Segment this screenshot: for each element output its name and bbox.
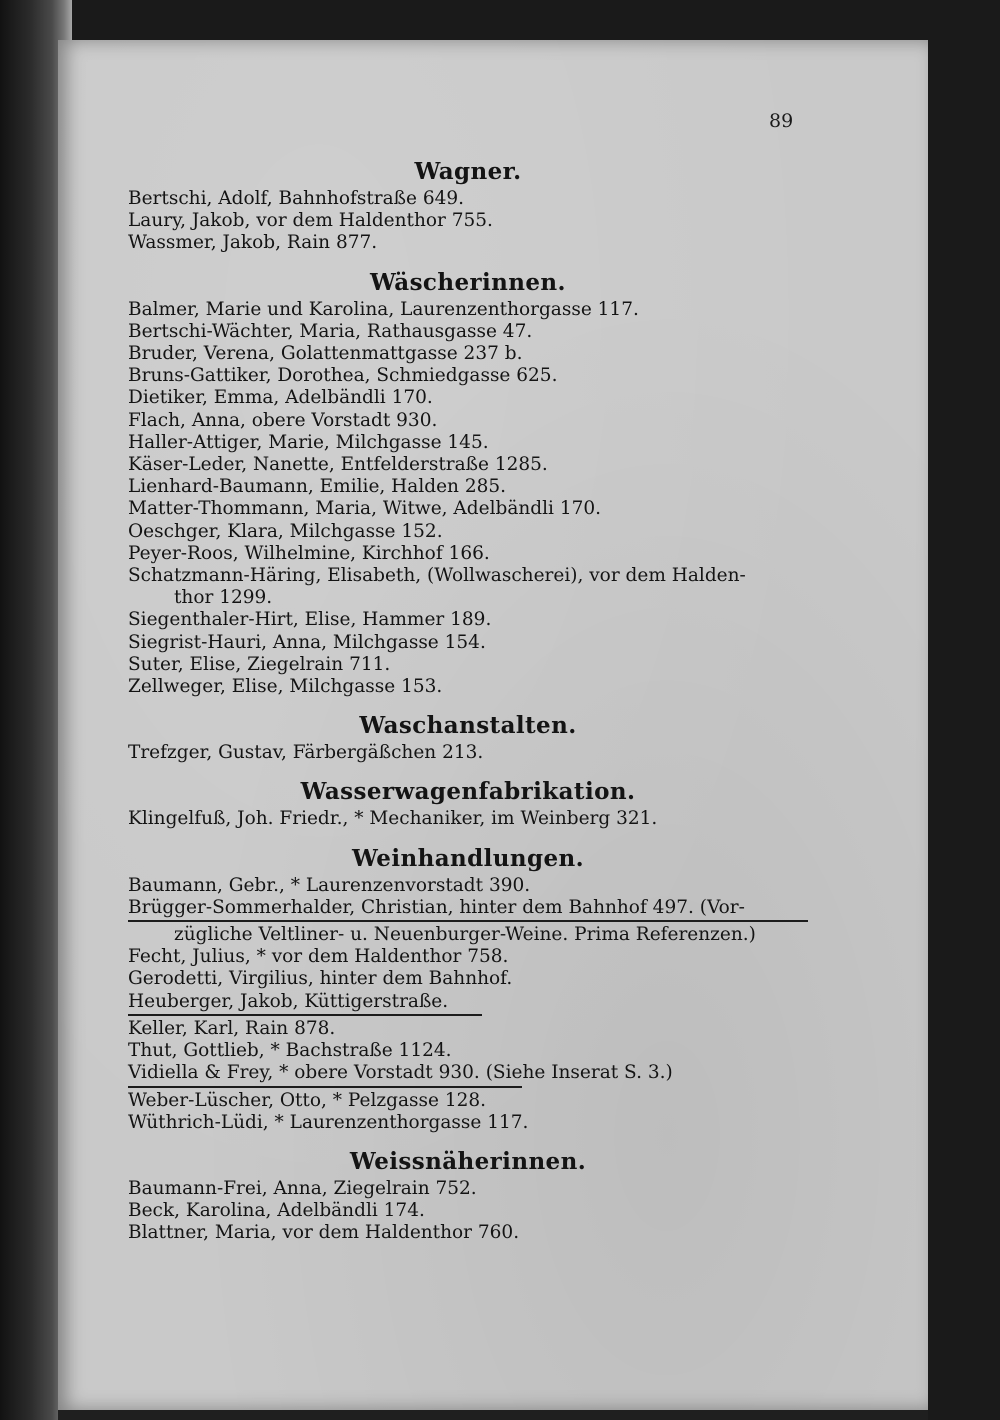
directory-entry: Heuberger, Jakob, Küttigerstraße. <box>128 990 449 1012</box>
underline-rule <box>128 920 808 922</box>
directory-entry: Baumann, Gebr., * Laurenzenvorstadt 390. <box>128 874 531 896</box>
directory-entry: Matter-Thommann, Maria, Witwe, Adelbändli 170. <box>128 498 602 520</box>
directory-entry: Bruder, Verena, Golattenmattgasse 237 b. <box>128 343 523 365</box>
directory-entry: Blattner, Maria, vor dem Haldenthor 760. <box>128 1222 520 1244</box>
directory-entry: Gerodetti, Virgilius, hinter dem Bahnhof. <box>128 968 513 990</box>
directory-entry: Siegrist-Hauri, Anna, Milchgasse 154. <box>128 631 486 653</box>
directory-entry: Zellweger, Elise, Milchgasse 153. <box>128 676 443 698</box>
directory-entry: Beck, Karolina, Adelbändli 174. <box>128 1200 425 1222</box>
directory-entry: Siegenthaler-Hirt, Elise, Hammer 189. <box>128 609 492 631</box>
underline-rule <box>128 1014 482 1016</box>
directory-entry: Bertschi-Wächter, Maria, Rathausgasse 47. <box>128 320 533 342</box>
directory-entry: Lienhard-Baumann, Emilie, Halden 285. <box>128 476 507 498</box>
section-title-weissnaeherinnen: Weissnäherinnen. <box>349 1147 587 1175</box>
directory-entry: Suter, Elise, Ziegelrain 711. <box>128 653 391 675</box>
directory-entry: Bertschi, Adolf, Bahnhofstraße 649. <box>128 188 465 209</box>
directory-entry: Vidiella & Frey, * obere Vorstadt 930. (Siehe Inserat S. 3.) <box>128 1062 673 1084</box>
directory-entry: Klingelfuß, Joh. Friedr., * Mechaniker, im Weinberg 321. <box>128 808 658 830</box>
directory-entry: Schatzmann-Häring, Elisabeth, (Wollwascherei), vor dem Halden- <box>128 565 746 587</box>
directory-entry: Keller, Karl, Rain 878. <box>128 1017 336 1039</box>
directory-entry: Laury, Jakob, vor dem Haldenthor 755. <box>128 210 493 232</box>
directory-entry: Wüthrich-Lüdi, * Laurenzenthorgasse 117. <box>128 1111 529 1133</box>
directory-entry: Dietiker, Emma, Adelbändli 170. <box>128 387 433 409</box>
section-title-wasserwagenfabrikation: Wasserwagenfabrikation. <box>300 778 636 806</box>
directory-entry: Haller-Attiger, Marie, Milchgasse 145. <box>128 431 489 453</box>
directory-content <box>128 157 808 1245</box>
section-title-weinhandlungen: Weinhandlungen. <box>351 844 585 872</box>
directory-entry: Bruns-Gattiker, Dorothea, Schmiedgasse 625. <box>128 365 558 387</box>
directory-entry: Balmer, Marie und Karolina, Laurenzenthorgasse 117. <box>128 298 639 320</box>
directory-entry: Käser-Leder, Nanette, Entfelderstraße 1285. <box>128 454 548 476</box>
directory-entry-continuation: thor 1299. <box>174 587 273 609</box>
directory-entry: Wassmer, Jakob, Rain 877. <box>128 232 378 254</box>
section-title-waescherinnen: Wäscherinnen. <box>370 268 566 296</box>
directory-entry: Baumann-Frei, Anna, Ziegelrain 752. <box>128 1177 477 1199</box>
directory-entry: Trefzger, Gustav, Färbergäßchen 213. <box>128 742 484 764</box>
section-title-wagner: Wagner. <box>414 158 522 185</box>
directory-entry: Flach, Anna, obere Vorstadt 930. <box>128 409 438 431</box>
section-title-waschanstalten: Waschanstalten. <box>359 712 577 740</box>
directory-entry: Fecht, Julius, * vor dem Haldenthor 758. <box>128 946 509 968</box>
directory-entry: Peyer-Roos, Wilhelmine, Kirchhof 166. <box>128 542 490 564</box>
directory-entry: Oeschger, Klara, Milchgasse 152. <box>128 520 443 542</box>
directory-entry: Weber-Lüscher, Otto, * Pelzgasse 128. <box>128 1089 487 1111</box>
scan-bottom-strip <box>58 1410 928 1420</box>
directory-entry-continuation: zügliche Veltliner- u. Neuenburger-Weine. Prima Referenzen.) <box>174 924 756 946</box>
page-number: 89 <box>769 110 794 132</box>
directory-entry: Thut, Gottlieb, * Bachstraße 1124. <box>128 1040 452 1062</box>
directory-entry: Brügger-Sommerhalder, Christian, hinter dem Bahnhof 497. (Vor- <box>128 896 745 918</box>
underline-rule <box>128 1086 522 1088</box>
document-page <box>58 40 928 1410</box>
